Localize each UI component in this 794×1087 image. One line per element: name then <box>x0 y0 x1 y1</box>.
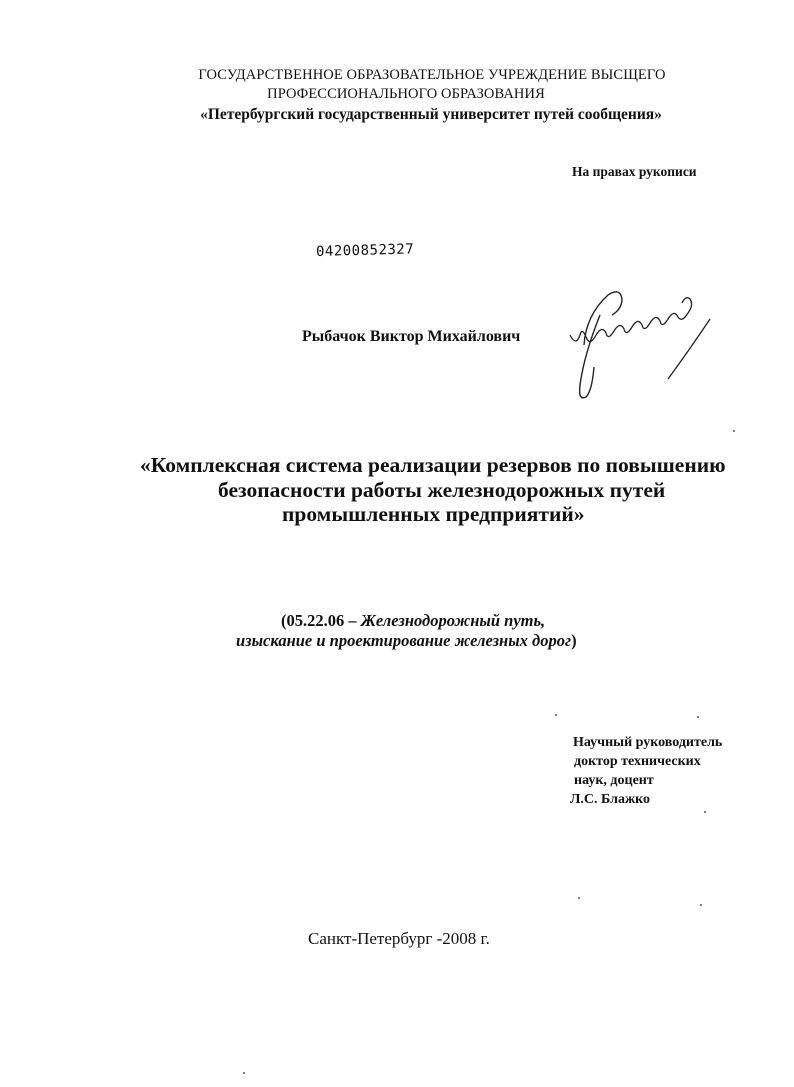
library-code: 04200852327 <box>315 241 415 260</box>
title-line-3: промышленных предприятий» <box>282 502 585 526</box>
institution-line-2: ПРОФЕССИОНАЛЬНОГО ОБРАЗОВАНИЯ <box>267 86 545 102</box>
author-name: Рыбачок Виктор Михайлович <box>302 328 521 345</box>
scan-speck <box>555 714 557 716</box>
supervisor-name: Л.С. Блажко <box>570 792 651 807</box>
scan-speck <box>578 897 580 899</box>
title-line-2: безопасности работы железнодорожных путей <box>218 478 666 502</box>
supervisor-degree-1: доктор технических <box>574 754 701 769</box>
scan-speck <box>700 904 702 906</box>
institution-line-1: ГОСУДАРСТВЕННОЕ ОБРАЗОВАТЕЛЬНОЕ УЧРЕЖДЕНИЕ ВЫСЩЕГО <box>198 67 666 83</box>
manuscript-note: На правах рукописи <box>572 164 697 179</box>
specialty-line-2 <box>236 630 577 651</box>
scan-speck <box>243 1072 245 1074</box>
scan-speck <box>697 716 699 718</box>
university-name: «Петербургский государственный университет путей сообщения» <box>200 106 662 123</box>
city-year: Санкт-Петербург -2008 г. <box>308 929 490 948</box>
scan-speck <box>704 811 706 813</box>
supervisor-role: Научный руководитель <box>573 735 723 750</box>
scan-speck <box>733 430 735 432</box>
handwritten-signature-icon <box>560 285 730 405</box>
supervisor-degree-2: наук, доцент <box>574 773 654 788</box>
specialty-name-1: Железнодорожный путь, <box>360 611 546 630</box>
specialty-code: (05.22.06 – <box>281 611 357 630</box>
specialty-name-2: изыскание и проектирование железных дорог <box>236 631 572 650</box>
title-line-1: «Комплексная система реализации резервов по повышению <box>140 453 726 477</box>
specialty-close: ) <box>571 631 577 650</box>
specialty-line-1 <box>281 610 545 631</box>
